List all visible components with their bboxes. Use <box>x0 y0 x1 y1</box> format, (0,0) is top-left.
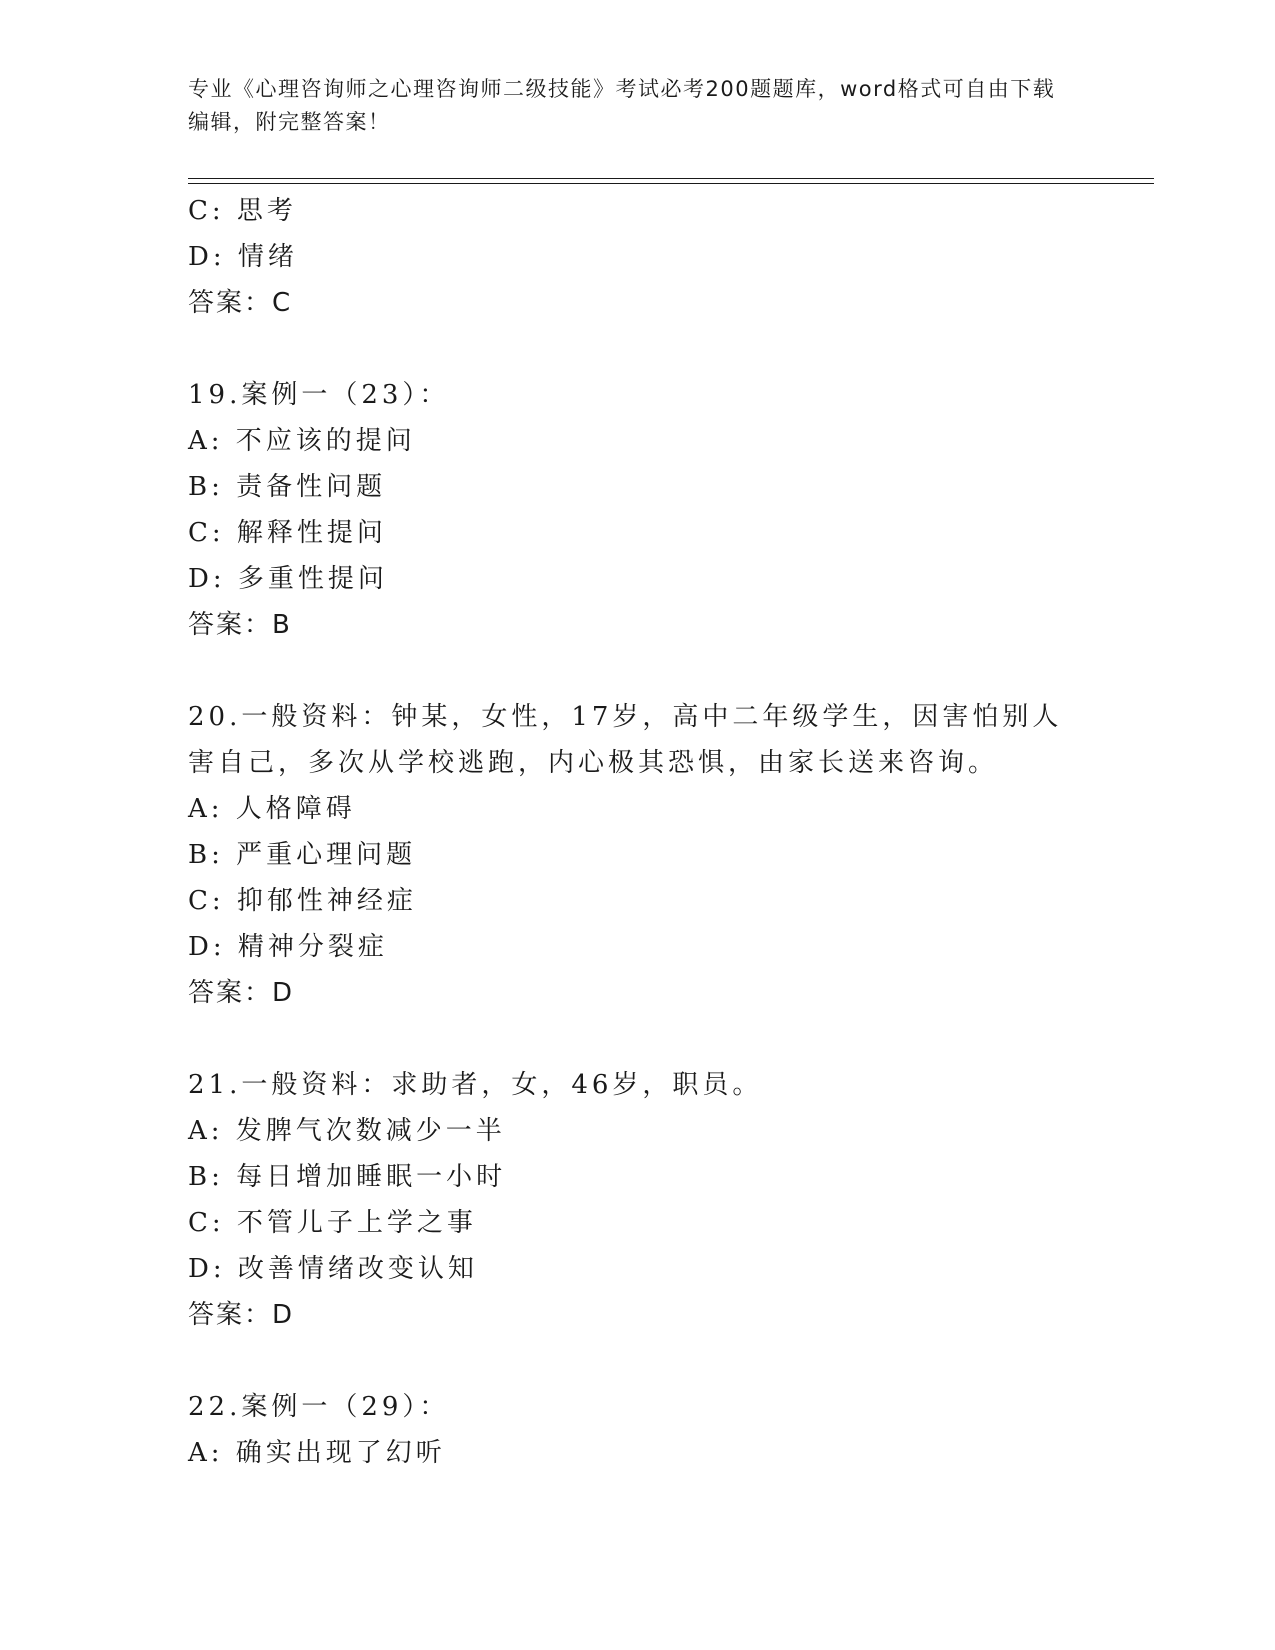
question-line: 20.一般资料：钟某，女性，17岁，高中二年级学生，因害怕别人害自己，多次从学校逃跑，内心极其恐惧，由家长送来咨询。 <box>188 702 1063 778</box>
option-line: D: 多重性提问 <box>188 564 388 594</box>
answer-line: 答案：B <box>188 610 292 640</box>
option-line: A: 发脾气次数减少一半 <box>188 1116 506 1146</box>
option-line: C: 思考 <box>188 196 297 226</box>
option-line: C: 抑郁性神经症 <box>188 886 417 916</box>
option-line: A: 确实出现了幻听 <box>188 1438 446 1468</box>
option-line: B: 责备性问题 <box>188 472 387 502</box>
option-line: A: 不应该的提问 <box>188 426 416 456</box>
question-list <box>188 188 1088 1476</box>
option-line: A: 人格障碍 <box>188 794 356 824</box>
spacer <box>188 648 1088 694</box>
header-divider-bottom <box>188 183 1154 184</box>
question-line: 19.案例一（23）： <box>188 380 450 410</box>
spacer <box>188 1016 1088 1062</box>
answer-line: 答案：C <box>188 288 293 318</box>
option-line: D: 情绪 <box>188 242 298 272</box>
option-line: D: 精神分裂症 <box>188 932 388 962</box>
answer-line: 答案：D <box>188 1300 295 1330</box>
option-line: B: 严重心理问题 <box>188 840 417 870</box>
question-line: 22.案例一（29）： <box>188 1392 450 1422</box>
header-divider-top <box>188 178 1154 179</box>
document-header: 专业《心理咨询师之心理咨询师二级技能》考试必考200题题库，word格式可自由下载编辑，附完整答案！ <box>188 77 1056 134</box>
spacer <box>188 1338 1088 1384</box>
option-line: C: 解释性提问 <box>188 518 387 548</box>
answer-line: 答案：D <box>188 978 295 1008</box>
spacer <box>188 326 1088 372</box>
option-line: D: 改善情绪改变认知 <box>188 1254 478 1284</box>
option-line: C: 不管儿子上学之事 <box>188 1208 477 1238</box>
question-line: 21.一般资料：求助者，女，46岁，职员。 <box>188 1070 763 1100</box>
option-line: B: 每日增加睡眠一小时 <box>188 1162 507 1192</box>
